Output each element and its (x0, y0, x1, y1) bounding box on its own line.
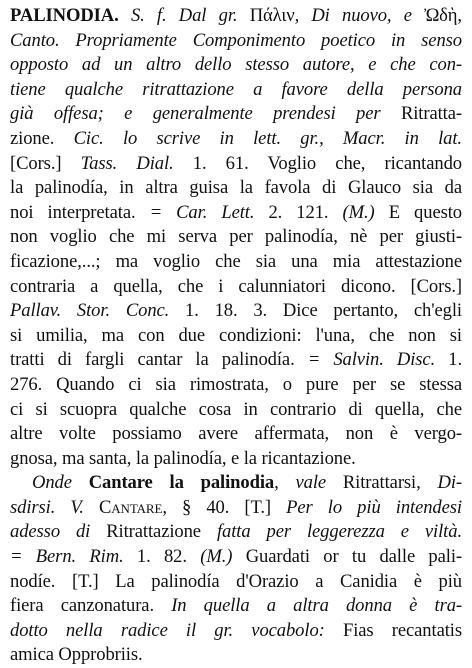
entry-text-segment: ficazione,...; ma voglio che sia una mia attestazione (10, 250, 462, 272)
entry-line (10, 127, 462, 152)
entry-text-segment: 1. 61. Voglio che, ricantando (173, 152, 462, 174)
entry-text-segment: fiera canzonatura. (10, 595, 172, 617)
entry-text-segment: noi interpretata. (10, 201, 150, 223)
entry-text-segment: Canto. Propriamente Componimento poetico in senso (10, 29, 462, 51)
entry-line (10, 102, 462, 127)
entry-text-segment: , vale (274, 472, 343, 494)
entry-text-segment: adesso di (10, 521, 107, 543)
entry-text-segment: . (114, 5, 131, 26)
entry-text-segment: Cantare (98, 496, 163, 518)
entry-line (10, 398, 462, 423)
entry-text-segment: opposto ad un altro dello stesso autore, e che con- (10, 54, 462, 76)
entry-line (10, 496, 462, 521)
entry-text-segment: , Di- (416, 472, 462, 494)
entry-line (10, 422, 462, 447)
entry-text-segment: Cantare la palinodia (88, 472, 275, 494)
entry-line (10, 643, 462, 668)
entry-text-segment: , § 40. [T.] (162, 496, 287, 518)
entry-text-segment: [Cors.] (10, 152, 81, 174)
entry-text-segment: S. f. Dal gr. (130, 5, 250, 26)
entry-text-segment: nodíe. [T.] La palinodía d'Orazio a Canidia è più (10, 570, 462, 592)
entry-text-segment: dotto nella radice il gr. vocabolo: (10, 619, 325, 641)
entry-text-segment: sdirsi. V. (10, 496, 99, 518)
entry-line (10, 4, 462, 29)
entry-line (10, 201, 462, 226)
entry-text-segment: Fias recantatis (324, 619, 462, 641)
entry-text-segment: In quella a altra donna è tra- (171, 595, 462, 617)
entry-text-segment: 1. (435, 349, 462, 371)
entry-text-segment: Cic. lo scrive in lett. gr., Macr. in lat. (73, 127, 462, 149)
entry-text-segment: contraria a quella, che i calunniatori dicono. [Cors.] (10, 275, 462, 297)
entry-text-segment: ci si scuopra qualche cosa in contrario di quella, che (10, 398, 462, 420)
entry-text-segment: tratti di fargli cantar la palinodía. (10, 349, 308, 371)
entry-text-segment: = Bern. Rim. (10, 546, 124, 568)
entry-text-segment: zione. (10, 127, 74, 149)
entry-text-segment: altre volte possiamo avere affermata, non è vergo- (10, 423, 462, 445)
entry-line (10, 225, 462, 250)
headword: PALINODIA (10, 5, 115, 26)
entry-text-segment: (M.) (342, 201, 375, 223)
entry-line (10, 373, 462, 398)
entry-line (10, 324, 462, 349)
entry-text-segment: non voglio che mi serva per palinodía, nè per giusti- (10, 226, 462, 248)
entry-text-segment: Per lo più intendesi (286, 496, 462, 518)
entry-text-segment: E questo (374, 201, 462, 223)
entry-line (10, 619, 462, 644)
entry-text-segment: Πάλιν (249, 5, 295, 26)
entry-text-segment: (M.) (200, 546, 233, 568)
entry-line (10, 348, 462, 373)
entry-text-segment: 276. Quando ci sia rimostrata, o pure per se stessa (10, 373, 462, 395)
entry-line (10, 78, 462, 103)
entry-line (10, 447, 462, 472)
entry-text-segment: tiene qualche ritrattazione a favore della persona (10, 78, 462, 100)
entry-line (10, 250, 462, 275)
entry-text-segment: amica Opprobriis. (10, 644, 143, 666)
entry-text-segment: 2. 121. (254, 201, 343, 223)
entry-text-segment: 1. 82. (123, 546, 201, 568)
entry-text-segment: la palinodía, in altra guisa la favola di Glauco sia da (10, 177, 462, 199)
entry-text-segment: = Salvin. Disc. (307, 349, 436, 371)
entry-line (10, 275, 462, 300)
entry-text-segment: Pallav. Stor. Conc. (10, 300, 170, 322)
entry-line (10, 520, 462, 545)
entry-text-segment: Tass. Dial. (80, 152, 174, 174)
entry-line (10, 545, 462, 570)
entry-line (10, 299, 462, 324)
entry-text-segment: fatta per leggerezza e viltà. (200, 521, 462, 543)
entry-line (10, 152, 462, 177)
entry-line (10, 570, 462, 595)
entry-text-segment: Ritratta- (400, 103, 462, 125)
entry-line (10, 471, 462, 496)
entry-text-segment: gnosa, ma santa, la palinodía, e la ricantazione. (10, 447, 356, 469)
entry-line (10, 594, 462, 619)
entry-text-segment: Ritrattazione (106, 521, 201, 543)
entry-text-segment: Guardati or tu dalle pali- (232, 546, 462, 568)
entry-text-segment: già offesa; e generalmente prendesi per (10, 103, 401, 125)
entry-text-segment: , (457, 5, 462, 26)
entry-line (10, 176, 462, 201)
entry-text-segment: = Car. Lett. (149, 201, 255, 223)
entry-text-segment: Ὠδὴ (424, 5, 458, 26)
entry-text-segment: 1. 18. 3. Dice pertanto, ch'egli (169, 300, 462, 322)
entry-line (10, 53, 462, 78)
entry-line (10, 29, 462, 54)
entry-text-segment: Ritrattarsi (342, 472, 417, 494)
entry-text-segment: si umilia, ma con due condizioni: l'una, che non si (10, 324, 462, 346)
entry-text-segment: Onde (32, 472, 89, 494)
entry-text-segment: , Di nuovo, e (294, 5, 425, 26)
